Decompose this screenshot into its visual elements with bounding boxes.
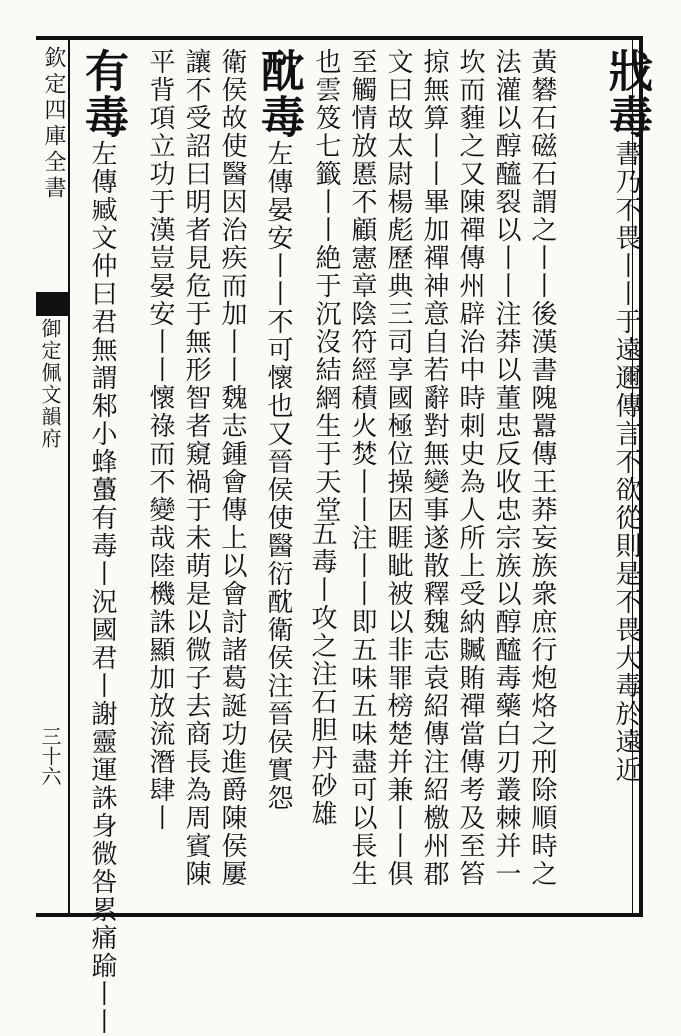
entry-text: 左傳臧文仲曰君無謂邾小蜂蠆有毒丨況國君丨謝靈運誅身微咎累痛踰丨丨 — [87, 140, 117, 1036]
entry-head: 有毒 — [77, 48, 128, 140]
fish-tail-mark — [36, 292, 68, 316]
bottom-border — [36, 913, 643, 917]
entry-head: 酖毒 — [253, 48, 304, 140]
entry-text: 書乃不畏丨丨于遠邇傳言不欲從則是不畏大毒於遠近 — [611, 140, 641, 784]
entry-head: 戕毒 — [601, 48, 652, 140]
text-column-3 — [296, 520, 340, 900]
entry-text: 左傳晏安丨丨不可懷也又晉侯使醫衍酖衛侯注晉侯實怨 — [263, 140, 293, 812]
entry-text: 五毒丨攻之注石胆丹砂雄 — [307, 520, 337, 828]
text-column-1 — [560, 48, 652, 908]
page-number: 三十六 — [38, 726, 62, 786]
entry-text: 衛侯故使醫因治疾而加丨丨魏志鍾會傳上以會討諸葛誕功進爵陳侯屢讓不受詔曰明者見危于無形智者窺禍于未萌是以微子去商長為周賓陳平背項立功于漢豈晏安丨丨懷祿而不變哉陸機誅顯加放流潛肆丨 — [145, 48, 247, 888]
top-border — [36, 36, 643, 40]
text-column-5 — [120, 48, 250, 908]
text-column-4 — [250, 48, 304, 908]
book-title: 欽定四庫全書 — [41, 46, 66, 202]
text-column-6 — [72, 48, 128, 1036]
entry-text: 黃礬石磁石謂之丨丨後漢書隗囂傳王莽妄族衆庶行炮烙之刑除順時之法灌以醇醯裂以丨丨注莽以董忠反收忠宗族以醇醯毒藥白刃叢棘并一坎而薶之又陳禪傳州辟治中時刺史為人所上受納贓賄禪當傳考及至笞掠無算丨丨畢加禪神意自若辭對無變事遂散釋魏志袁紹傳注紹檄州郡文曰故太尉楊彪歷典三司享國極位操因睚眦被以非罪榜楚并兼丨丨俱至觸情放慝不顧憲章陰符經積火焚丨丨注丨丨即五味五味盡可以長生也雲笈七籤丨丨絶于沉沒結網生于天堂 — [311, 48, 557, 888]
book-subtitle: 御定佩文韻府 — [38, 318, 62, 450]
